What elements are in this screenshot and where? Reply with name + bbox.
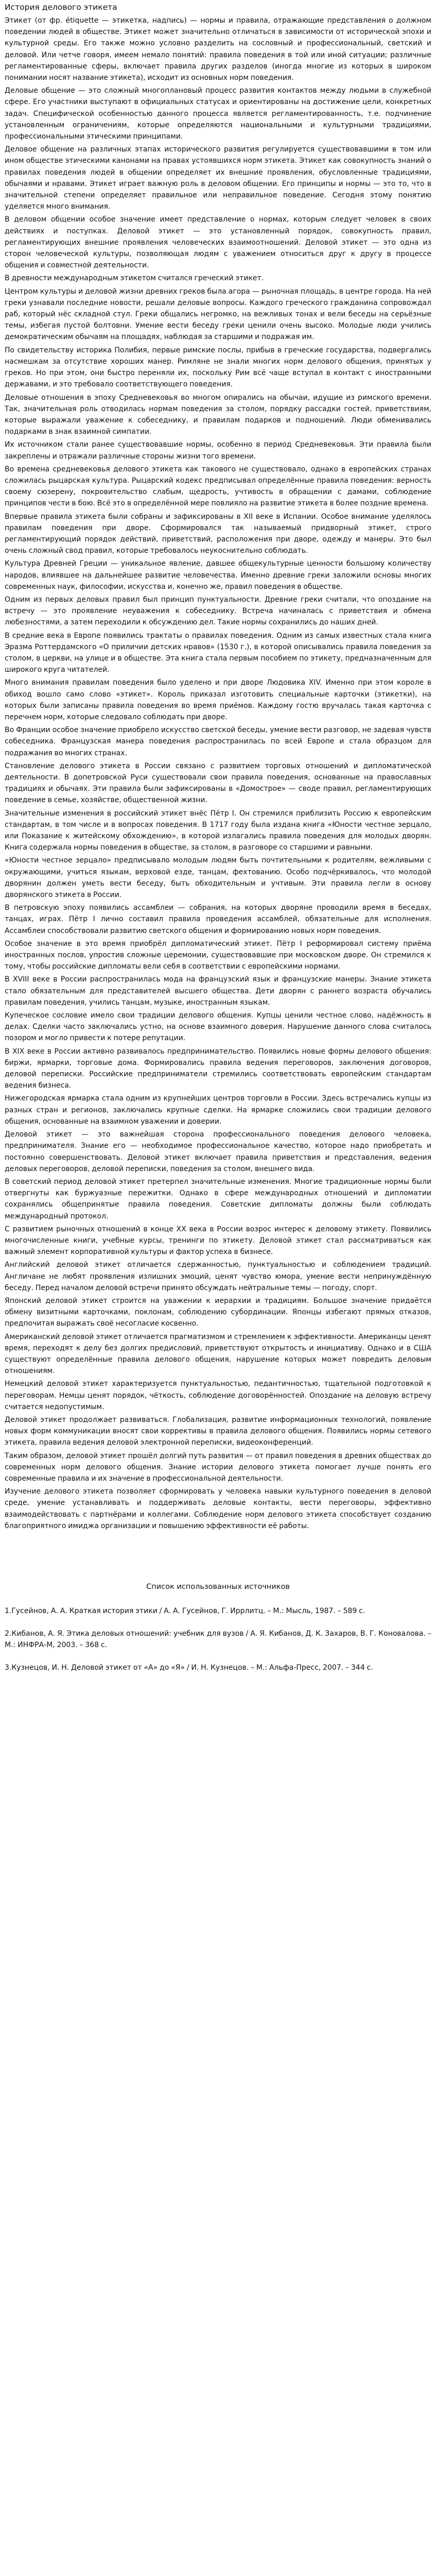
document-body bbox=[5, 15, 431, 1532]
body-paragraph: Их источником стали ранее существовавшие нормы, особенно в период Средневековья. Эти правила были закреплены и отражали различные стороны жизни того времени. bbox=[5, 440, 431, 461]
body-paragraph: В XIX веке в России активно развивалось предпринимательство. Появились новые формы делового общения: биржи, ярмарки, торговые дома. Формировались правила ведения переговоров, заключения договоров, деловой переписки. Российские предприниматели стремились соответствовать европейским стандартам ведения бизнеса. bbox=[5, 1047, 431, 1090]
body-paragraph: Американский деловой этикет отличается прагматизмом и стремлением к эффективности. Американцы ценят время, переходят к делу без долгих предисловий, приветствуют открытость и инициативу. Однако и в США существуют определённые правила делового общения, нарушение которых может повредить деловым отношениям. bbox=[5, 1332, 431, 1376]
body-paragraph: В XVIII веке в России распространилась мода на французский язык и французские манеры. Знание этикета стало обязательным для представителей высшего общества. Дети дворян с раннего возраста обучались правилам поведения, учились танцам, музыке, иностранным языкам. bbox=[5, 975, 431, 1007]
body-paragraph: Становление делового этикета в России связано с развитием торговых отношений и дипломатической деятельности. В допетровской Руси существовали свои правила поведения, основанные на православных традициях и обычаях. Эти правила были зафиксированы в «Домострое» — своде правил, регламентирующих поведение в семье, хозяйстве, общественной жизни. bbox=[5, 761, 431, 805]
reference-item: 2.Кибанов, А. Я. Этика деловых отношений: учебник для вузов / А. Я. Кибанов, Д. К. Захаров, В. Г. Коновалова. – М.: ИНФРА-М, 2003. – 368 с. bbox=[5, 1630, 431, 1649]
body-paragraph: Деловой этикет — это важнейшая сторона профессионального поведения делового человека, предпринимателя. Знание его — необходимое профессиональное качество, которое надо приобретать и постоянно совершенствовать. Деловой этикет включает правила приветствия и представления, ведения деловых переговоров, деловой переписки, поведения за столом, внешнего вида. bbox=[5, 1130, 431, 1173]
body-paragraph: Во времена средневековья делового этикета как такового не существовало, однако в европейских странах сложилась рыцарская культура. Рыцарский кодекс предписывал определённые правила поведения: верность своему сюзерену, покровительство слабым, щедрость, учтивость в обращении с дамами, соблюдение принципов чести в бою. Всё это в определённой мере повлияло на развитие этикета в более поздние времена. bbox=[5, 465, 431, 508]
document-title: История делового этикета bbox=[5, 3, 117, 12]
body-paragraph: В средние века в Европе появились трактаты о правилах поведения. Одним из самых известных стала книга Эразма Роттердамского «О приличии детских нравов» (1530 г.), в которой описывались правила поведения за столом, в церкви, на улице и в обществе. Эта книга стала первым пособием по этикету, предназначенным для широкого круга читателей. bbox=[5, 631, 431, 674]
body-paragraph: С развитием рыночных отношений в конце XX века в России возрос интерес к деловому этикету. Появились многочисленные книги, учебные курсы, тренинги по этикету. Деловой этикет стал рассматриваться как важный элемент корпоративной культуры и фактор успеха в бизнесе. bbox=[5, 1225, 431, 1257]
body-paragraph: Деловой этикет продолжает развиваться. Глобализация, развитие информационных технологий, появление новых форм коммуникации вносят свои коррективы в правила делового общения. Появились нормы сетевого этикета, правила ведения деловой электронной переписки, видеоконференций. bbox=[5, 1415, 431, 1447]
body-paragraph: В петровскую эпоху появились ассамблеи — собрания, на которых дворяне проводили время в беседах, танцах, играх. Пётр I лично составил правила проведения ассамблей, обязательные для исполнения. Ассамблеи способствовали развитию светского общения и формированию новых норм поведения. bbox=[5, 904, 431, 935]
references-list bbox=[5, 1605, 431, 1673]
body-paragraph: Немецкий деловой этикет характеризуется пунктуальностью, педантичностью, тщательной подготовкой к переговорам. Немцы ценят порядок, чёткость, соблюдение договорённостей. Опоздание на деловую встречу считается недопустимым. bbox=[5, 1380, 431, 1411]
reference-item: 3.Кузнецов, И. Н. Деловой этикет от «А» до «Я» / И. Н. Кузнецов. – М.: Альфа-Пресс, 2007. – 344 с. bbox=[5, 1664, 373, 1672]
body-paragraph: Деловые общение — это сложный многоплановый процесс развития контактов между людьми в служебной сфере. Его участники выступают в официальных статусах и ориентированы на достижение цели, конкретных задач. Специфической особенностью данного процесса является регламентированность, т.е. подчинение установленным ограничениям, которые определяются национальными и культурными традициями, профессиональными этическими принципами. bbox=[5, 87, 431, 141]
references-title: Список использованных источников bbox=[146, 1583, 290, 1591]
body-paragraph: Этикет (от фр. étiquette — этикетка, надпись) — нормы и правила, отражающие представления о должном поведении людей в обществе. Этикет может значительно отличаться в зависимости от исторической эпохи и культурной среды. Его также можно условно разделить на сословный и профессиональный, светский и деловой. Или четче говоря, имеем немало понятий: правила поведения в той или иной ситуации; различные регламентированные сферы, включает правила других разделов (иногда многие из которых в широком понимании носят название этикета), исходит из основных норм поведения. bbox=[5, 16, 431, 82]
body-paragraph: «Юности честное зерцало» предписывало молодым людям быть почтительными к родителям, вежливыми с окружающими, учиться языкам, верховой езде, танцам, фехтованию. Особо подчёркивалось, что молодой дворянин должен уметь вести беседу, быть обходительным и учтивым. Эти правила легли в основу дворянского этикета в России. bbox=[5, 856, 431, 900]
body-paragraph: Таким образом, деловой этикет прошёл долгий путь развития — от правил поведения в древних обществах до современных норм делового общения. Знание истории делового этикета помогает лучше понять его современные правила и их значение в профессиональной деятельности. bbox=[5, 1451, 431, 1483]
body-paragraph: Японский деловой этикет строится на уважении к иерархии и традициям. Большое значение придаётся обмену визитными карточками, поклонам, соблюдению субординации. Японцы избегают прямых отказов, предпочитая выражать своё несогласие косвенно. bbox=[5, 1296, 431, 1328]
body-paragraph: По свидетельству историка Полибия, первые римские послы, прибыв в греческие государства, подвергались насмешкам за отсутствие хороших манер. Римляне не знали многих норм делового общения, принятых у греков. Но при этом, они быстро переняли их, поскольку Рим всё чаще вступал в контакт с иностранными державами, и это требовало соответствующего поведения. bbox=[5, 346, 431, 389]
body-paragraph: Одним из первых деловых правил был принцип пунктуальности. Древние греки считали, что опоздание на встречу — это проявление неуважения к собеседнику. Встреча начиналась с приветствия и обмена любезностями, а затем переходили к обсуждению дел. Такие нормы сохранились до наших дней. bbox=[5, 595, 431, 627]
reference-item: 1.Гусейнов, А. А. Краткая история этики / А. А. Гусейнов, Г. Иррлитц. – М.: Мысль, 1987. – 589 с. bbox=[5, 1607, 365, 1615]
section-spacer bbox=[5, 1533, 431, 1583]
body-paragraph: Во Франции особое значение приобрело искусство светской беседы, умение вести разговор, не задевая чувств собеседника. Французская манера поведения распространилась по всей Европе и стала образцом для подражания во многих странах. bbox=[5, 726, 431, 757]
body-paragraph: Культура Древней Греции — уникальное явление, давшее общекультурные ценности большому количеству народов, влиявшее на дальнейшее развитие человечества. Именно древние греки заложили основы многих современных наук, философии, искусства и, конечно же, правил поведения в обществе. bbox=[5, 560, 431, 591]
body-paragraph: Много внимания правилам поведения было уделено и при дворе Людовика XIV. Именно при этом короле в обиход вошло само слово «этикет». Король приказал изготовить специальные карточки (этикетки), на которых были записаны правила поведения во время приёмов. Каждому гостю вручалась такая карточка с перечнем норм, которые следовало соблюдать при дворе. bbox=[5, 679, 431, 721]
body-paragraph: Изучение делового этикета позволяет сформировать у человека навыки культурного поведения в деловой среде, умение устанавливать и поддерживать деловые контакты, вести переговоры, эффективно взаимодействовать с партнёрами и коллегами. Соблюдение норм делового этикета способствует созданию благоприятного имиджа организации и повышению эффективности её работы. bbox=[5, 1487, 431, 1530]
body-paragraph: В деловом общении особое значение имеет представление о нормах, которым следует человек в своих действиях и поступках. Деловой этикет — это установленный порядок, совокупность правил, регламентирующих внешние проявления человеческих взаимоотношений. Деловой этикет — это одна из сторон человеческой культуры, позволяющая людям с уважением относиться друг к другу в процессе общения и совместной деятельности. bbox=[5, 215, 431, 270]
body-paragraph: Центром культуры и деловой жизни древних греков была агора — рыночная площадь, в центре города. На ней греки узнавали последние новости, решали деловые вопросы. Каждого греческого гражданина сопровождал раб, который нёс складной стул. Греки общались негромко, на вежливых тонах и вели беседы на серьёзные темы, избегая пустой болтовни. Умение вести беседу греки ценили очень высоко. Молодые люди учились демократическим обычаям на площадях, наблюдая за старшими и подражая им. bbox=[5, 287, 431, 342]
body-paragraph: Нижегородская ярмарка стала одним из крупнейших центров торговли в России. Здесь встречались купцы из разных стран и регионов, заключались крупные сделки. На ярмарке сложились свои традиции делового общения, основанные на взаимном уважении и доверии. bbox=[5, 1094, 431, 1126]
body-paragraph: Впервые правила этикета были собраны и зафиксированы в XII веке в Испании. Особое внимание уделялось правилам поведения при дворе. Сформировался так называемый придворный этикет, строго регламентирующий порядок действий, приветствий, расположения при дворе, одежду и манеры. Это был очень сложный свод правил, которые требовалось неукоснительно соблюдать. bbox=[5, 512, 431, 555]
body-paragraph: Деловые отношения в эпоху Средневековья во многом опирались на обычаи, идущие из римского времени. Так, значительная роль отводилась нормам поведения за столом, порядку рассадки гостей, приветствиям, которые выражали уважение к собеседнику, и правилам подарков и подношений. Люди обменивались подарками в знак взаимной симпатии. bbox=[5, 393, 431, 436]
body-paragraph: Деловое общение на различных этапах исторического развития регулируется существовавшими в том или ином обществе этическими канонами на правах устоявшихся норм этикета. Этикет как совокупность знаний о правилах поведения людей в общении определяет их внешние проявления, обусловленные традициями, обычаями и нравами. Этикет играет важную роль в деловом общении. Его принципы и нормы — это то, что в значительной степени определяет правильное или неправильное поведение. Сегодня этому понятию уделяется много внимания. bbox=[5, 145, 431, 211]
body-paragraph: Английский деловой этикет отличается сдержанностью, пунктуальностью и соблюдением традиций. Англичане не любят проявления излишних эмоций, ценят чувство юмора, умение вести непринуждённую беседу. Перед началом деловой встречи принято обсуждать нейтральные темы — погоду, спорт. bbox=[5, 1261, 431, 1292]
body-paragraph: Значительные изменения в российский этикет внёс Пётр I. Он стремился приблизить Россию к европейским стандартам, в том числе и в вопросах поведения. В 1717 году была издана книга «Юности честное зерцало, или Показание к житейскому обхождению», в которой излагались правила поведения для молодых дворян. Книга содержала нормы поведения в обществе, за столом, в разговоре со старшими и равными. bbox=[5, 809, 431, 852]
body-paragraph: В древности международным этикетом считался греческий этикет. bbox=[5, 274, 264, 283]
body-paragraph: Купеческое сословие имело свои традиции делового общения. Купцы ценили честное слово, надёжность в делах. Сделки часто заключались устно, на основе взаимного доверия. Нарушение данного слова считалось позором и могло привести к потере репутации. bbox=[5, 1011, 431, 1043]
body-paragraph: В советский период деловой этикет претерпел значительные изменения. Многие традиционные нормы были отвергнуты как буржуазные пережитки. Однако в сфере международных отношений и дипломатии сохранялись общепринятые правила поведения. Советские дипломаты должны были соблюдать международный протокол. bbox=[5, 1177, 431, 1221]
body-paragraph: Особое значение в это время приобрёл дипломатический этикет. Пётр I реформировал систему приёма иностранных послов, упростив сложные церемонии, существовавшие при московском дворе. Он стремился к тому, чтобы российские дипломаты вели себя в соответствии с европейскими нормами. bbox=[5, 939, 431, 971]
